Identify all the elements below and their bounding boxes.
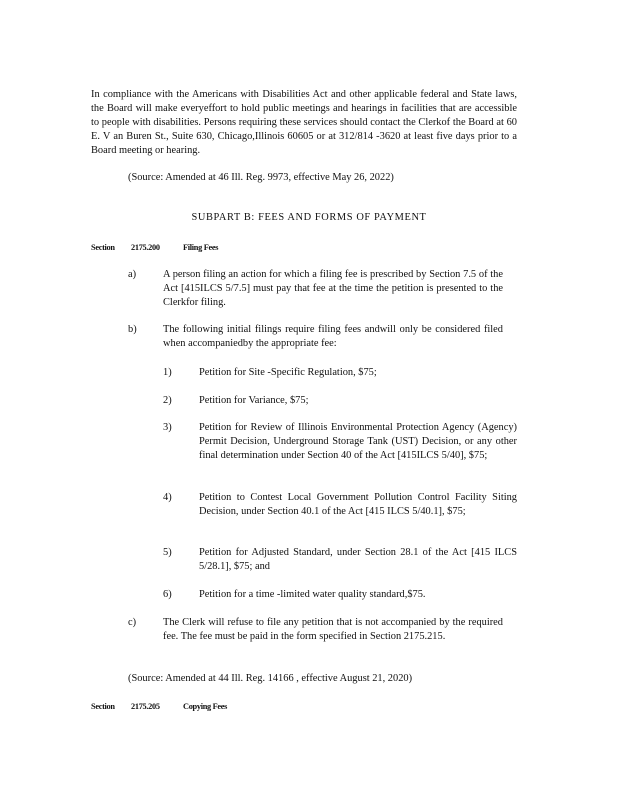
item-text: Petition for a time -limited water quality standard,$75. bbox=[199, 589, 426, 600]
accessibility-paragraph: In compliance with the Americans with Disabilities Act and other applicable federal and State laws, the Board will make everyeffort to hold public meetings and hearings in facilities that are accessible to people with disabilities. Persons requiring these services should contact the Clerkof the Board at 60 E. V an Buren St., Suite 630, Chicago,Illinois 60605 or at 312/814 -3620 at least five days prior to a Board meeting or hearing. bbox=[91, 89, 517, 156]
source-note: (Source: Amended at 44 Ill. Reg. 14166 , effective August 21, 2020) bbox=[128, 673, 413, 684]
section-label: Section bbox=[91, 702, 115, 711]
section-title: Filing Fees bbox=[183, 243, 219, 252]
item-label: 6) bbox=[163, 589, 172, 600]
item-text: Petition for Adjusted Standard, under Section 28.1 of the Act [415 ILCS 5/28.1], $75; and bbox=[199, 547, 517, 572]
section-number: 2175.205 bbox=[131, 702, 160, 711]
item-text: Petition for Site -Specific Regulation, $75; bbox=[199, 367, 377, 378]
item-text: Petition for Variance, $75; bbox=[199, 395, 309, 406]
source-note: (Source: Amended at 46 Ill. Reg. 9973, effective May 26, 2022) bbox=[128, 172, 394, 183]
paragraph-label: a) bbox=[128, 269, 137, 280]
paragraph-text: The Clerk will refuse to file any petition that is not accompanied by the required fee. The fee must be paid in the form specified in Section 2175.215. bbox=[163, 617, 503, 642]
item-label: 4) bbox=[163, 492, 172, 503]
item-label: 3) bbox=[163, 422, 172, 433]
paragraph-label: c) bbox=[128, 617, 137, 628]
paragraph-label: b) bbox=[128, 324, 137, 335]
paragraph-text: A person filing an action for which a filing fee is prescribed by Section 7.5 of the Act [415ILCS 5/7.5] must pay that fee at the time the petition is presented to the Clerkfor filing. bbox=[163, 269, 503, 308]
item-text: Petition to Contest Local Government Pollution Control Facility Siting Decision, under Section 40.1 of the Act [415 ILCS 5/40.1], $75; bbox=[199, 492, 517, 517]
paragraph-text: The following initial filings require filing fees andwill only be considered filed when accompaniedby the appropriate fee: bbox=[163, 324, 503, 349]
section-label: Section bbox=[91, 243, 115, 252]
section-number: 2175.200 bbox=[131, 243, 160, 252]
item-label: 2) bbox=[163, 395, 172, 406]
item-label: 5) bbox=[163, 547, 172, 558]
section-title: Copying Fees bbox=[183, 702, 228, 711]
item-text: Petition for Review of Illinois Environmental Protection Agency (Agency) Permit Decision, Underground Storage Tank (UST) Decision, or any other final determination under Section 40 of the Act [415ILCS 5/40], $75; bbox=[199, 422, 517, 461]
subpart-heading: SUBPART B: FEES AND FORMS OF PAYMENT bbox=[191, 212, 427, 223]
item-label: 1) bbox=[163, 367, 172, 378]
